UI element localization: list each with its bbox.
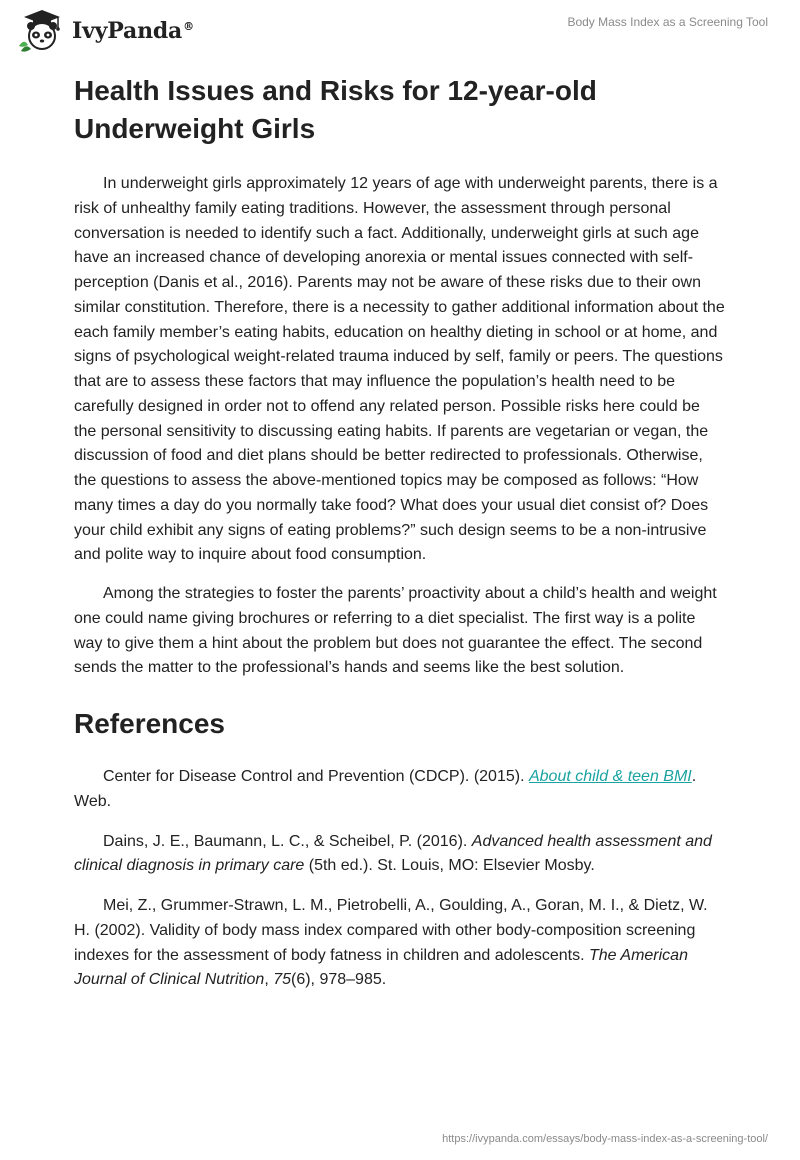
brand-logo[interactable] [16,8,194,52]
article-heading: Health Issues and Risks for 12-year-old Underweight Girls [74,75,597,144]
reference-item-dains: Dains, J. E., Baumann, L. C., & Scheibel, P. (2016). Advanced health assessment and clinical diagnosis in primary care (5th ed.). St. Louis, MO: Elsevier Mosby. [74,832,712,875]
panda-logo-icon [16,8,68,52]
references-heading: References [74,708,225,739]
footer-url[interactable]: https://ivypanda.com/essays/body-mass-index-as-a-screening-tool/ [442,1133,768,1145]
reference-item-cdcp: Center for Disease Control and Prevention (CDCP). (2015). About child & teen BMI. Web. [74,768,697,810]
article-content [74,72,726,1008]
reference-item-mei: Mei, Z., Grummer-Strawn, L. M., Pietrobelli, A., Goulding, A., Goran, M. I., & Dietz, W. H. (2002). Validity of body mass index compared with other body-composition screening indexes for the assessment of body fatness in children and adolescents. The American Journal of Clinical Nutrition, 75(6), 978–985. [74,897,708,989]
page-header [0,0,800,60]
brand-name: IvyPanda® [72,18,194,44]
article-paragraph-2: Among the strategies to foster the parents’ proactivity about a child’s health and weight one could name giving brochures or referring to a diet specialist. The first way is a polite way to give them a hint about the problem but does not guarantee the effect. The second sends the matter to the professional’s hands and seems like the best solution. [74,585,717,677]
reference-link-cdcp[interactable]: About child & teen BMI [528,768,692,785]
document-title: Body Mass Index as a Screening Tool [567,15,768,29]
registered-mark: ® [183,19,194,33]
article-paragraph-1: In underweight girls approximately 12 years of age with underweight parents, there is a risk of unhealthy family eating traditions. However, the assessment through personal conversation is needed to identify such a fact. Additionally, underweight girls at such age have an increased chance of developing anorexia or mental issues connected with self-perception (Danis et al., 2016). Parents may not be aware of these risks due to their own similar constitution. Therefore, there is a necessity to gather additional information about the each family member’s eating habits, education on healthy dieting in school or at home, and signs of psychological weight-related trauma induced by self, family or peers. The questions that are to assess these factors that may influence the population’s health need to be carefully designed in order not to offend any related person. Possible risks here could be the personal sensitivity to discussing eating habits. If parents are vegetarian or vegan, the discussion of food and diet plans should be better redirected to professionals. Otherwise, the questions to assess the above-mentioned topics may be composed as follows: “How many times a day do you normally take food? What does your usual diet consist of? Does your child exhibit any signs of eating problems?” such design seems to be a non-intrusive and polite way to inquire about food consumption. [74,175,725,564]
